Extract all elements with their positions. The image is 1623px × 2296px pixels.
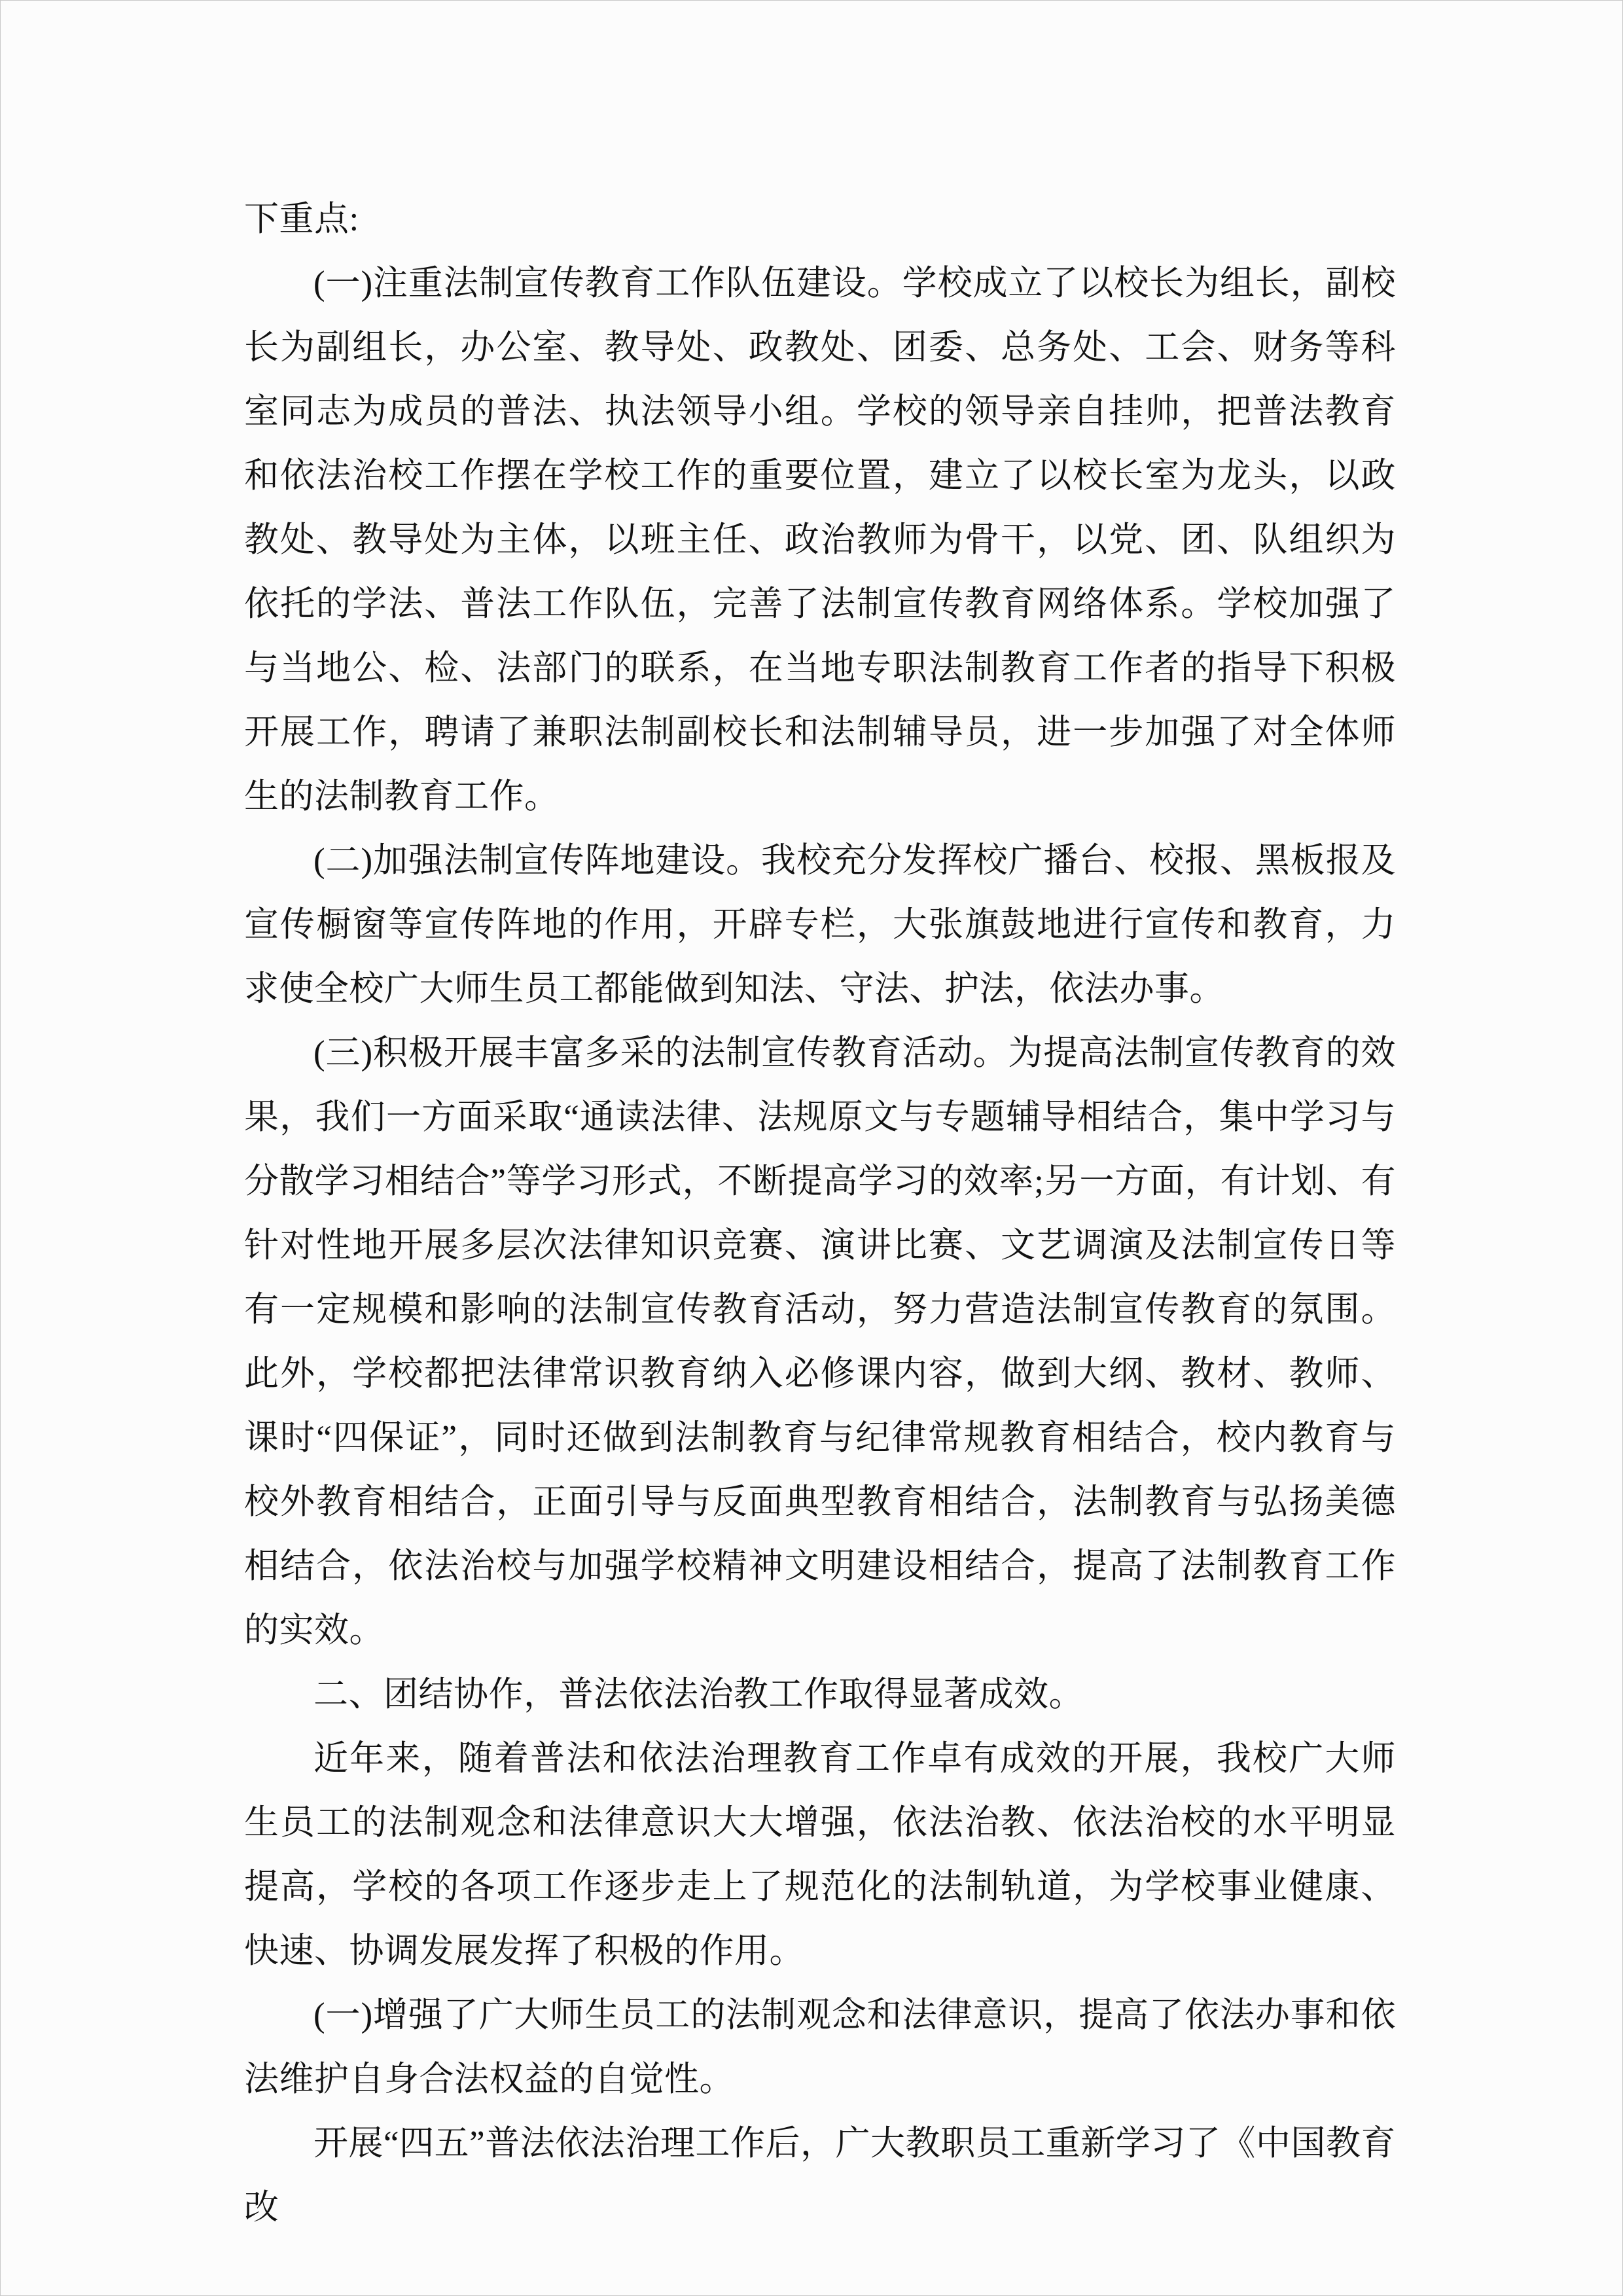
paragraph: (一)增强了广大师生员工的法制观念和法律意识，提高了依法办事和依法维护自身合法权益的自觉性。 [244, 1996, 1396, 2098]
paragraph: (三)积极开展丰富多采的法制宣传教育活动。为提高法制宣传教育的效果，我们一方面采取“通读法律、法规原文与专题辅导相结合，集中学习与分散学习相结合”等学习形式，不断提高学习的效率;另一方面，有计划、有针对性地开展多层次法律知识竞赛、演讲比赛、文艺调演及法制宣传日等有一定规模和影响的法制宣传教育活动，努力营造法制宣传教育的氛围。此外，学校都把法律常识教育纳入必修课内容，做到大纲、教材、教师、课时“四保证”，同时还做到法制教育与纪律常规教育相结合，校内教育与校外教育相结合，正面引导与反面典型教育相结合，法制教育与弘扬美德相结合，依法治校与加强学校精神文明建设相结合，提高了法制教育工作的实效。 [244, 1034, 1396, 1649]
paragraph: 近年来，随着普法和依法治理教育工作卓有成效的开展，我校广大师生员工的法制观念和法律意识大大增强，依法治教、依法治校的水平明显提高，学校的各项工作逐步走上了规范化的法制轨道，为学校事业健康、快速、协调发展发挥了积极的作用。 [244, 1740, 1396, 1970]
document-body [244, 187, 1396, 2240]
paragraph: (一)注重法制宣传教育工作队伍建设。学校成立了以校长为组长，副校长为副组长，办公室、教导处、政教处、团委、总务处、工会、财务等科室同志为成员的普法、执法领导小组。学校的领导亲自挂帅，把普法教育和依法治校工作摆在学校工作的重要位置，建立了以校长室为龙头，以政教处、教导处为主体，以班主任、政治教师为骨干，以党、团、队组织为依托的学法、普法工作队伍，完善了法制宣传教育网络体系。学校加强了与当地公、检、法部门的联系，在当地专职法制教育工作者的指导下积极开展工作，聘请了兼职法制副校长和法制辅导员，进一步加强了对全体师生的法制教育工作。 [244, 264, 1396, 816]
paragraph: 开展“四五”普法依法治理工作后，广大教职员工重新学习了《中国教育改 [244, 2125, 1396, 2227]
paragraph: (二)加强法制宣传阵地建设。我校充分发挥校广播台、校报、黑板报及宣传橱窗等宣传阵地的作用，开辟专栏，大张旗鼓地进行宣传和教育，力求使全校广大师生员工都能做到知法、守法、护法，依法办事。 [244, 842, 1396, 1008]
paragraph: 下重点: [244, 200, 359, 238]
paragraph: 二、团结协作，普法依法治教工作取得显著成效。 [313, 1676, 1084, 1713]
